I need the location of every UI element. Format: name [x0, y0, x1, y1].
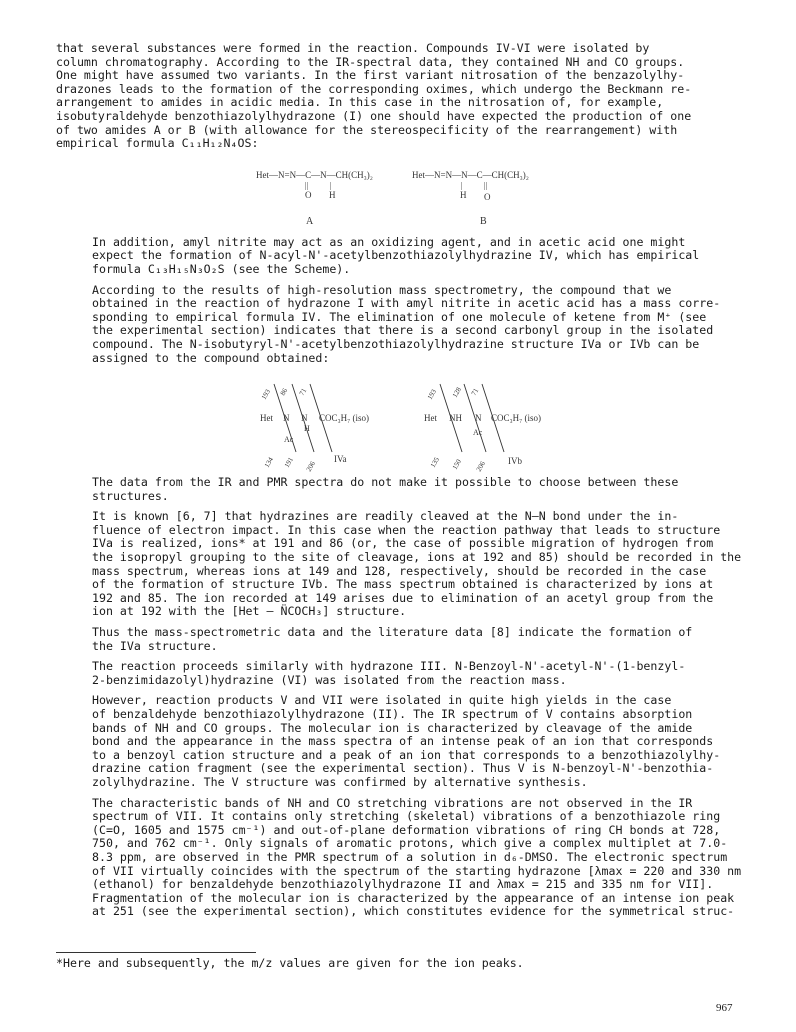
structure-ivb — [424, 384, 541, 473]
text-line: The reaction proceeds similarly with hydrazone III. N-Benzoyl-N'-acetyl-N'-(1-benzyl- — [92, 659, 686, 674]
structure-iva — [260, 384, 369, 473]
formula-a-label: A — [306, 215, 314, 227]
text-line: structures. — [92, 488, 169, 503]
text-line: bond and the appearance in the mass spectra of an intense peak of an ion that corresponds — [92, 734, 714, 749]
iva-ac: Ac — [284, 435, 294, 445]
text-line: Fragmentation of the molecular ion is characterized by the appearance of an intense ion peak — [92, 890, 735, 905]
text-line: of VII virtually coincides with the spectrum of the starting hydrazone [λmax = 220 and 330 nm — [92, 863, 742, 878]
footnote-divider — [56, 952, 256, 953]
formula-b-oxygen: O — [484, 191, 491, 202]
text-line: that several substances were formed in the reaction. Compounds IV-VI were isolated by — [56, 41, 650, 55]
formula-b-label: B — [480, 215, 487, 227]
page-number: 967 — [716, 1002, 733, 1014]
formula-b-main: Het—N=N—N—C—CH(CH₃)₂ — [412, 169, 529, 180]
iva-mz-top-1: 193 — [259, 388, 272, 402]
text-line: According to the results of high-resolution mass spectrometry, the compound that we — [92, 282, 672, 297]
formula-b-h-mark: | — [461, 180, 463, 190]
paragraph-4 — [56, 476, 740, 503]
ivb-label: IVb — [508, 456, 522, 467]
text-line: 2-benzimidazolyl)hydrazine (VI) was isolated from the reaction mass. — [92, 672, 567, 687]
text-line: of benzaldehyde benzothiazolylhydrazone (II). The IR spectrum of V contains absorption — [92, 707, 693, 721]
iva-mz-top-3: 71 — [297, 387, 309, 398]
text-line: drazones leads to the formation of the corresponding oximes, which undergo the Beckmann re- — [56, 81, 692, 96]
text-line: column chromatography. According to the IR-spectral data, they contained NH and CO groups. — [56, 54, 685, 69]
ivb-mz-bot-2: 150 — [450, 458, 463, 472]
ivb-mz-bot-1: 135 — [428, 456, 441, 470]
ivb-mz-top-2: 128 — [450, 386, 463, 400]
ivb-mz-top-1: 193 — [425, 388, 438, 402]
formula-a-main: Het—N=N—C—N—CH(CH₃)₂ — [256, 169, 373, 180]
text-line: The data from the IR and PMR spectra do not make it possible to choose between these — [92, 475, 679, 490]
formula-b-double-bond: || — [484, 180, 488, 190]
scheme-structures-iva-ivb — [56, 372, 740, 476]
ivb-n2: N — [475, 413, 482, 424]
paragraph-7 — [56, 660, 740, 687]
ivb-het: Het — [424, 413, 437, 424]
text-line: (ethanol) for benzaldehyde benzothiazolylhydrazone II and λmax = 215 and 335 nm for VII]. — [92, 877, 714, 892]
formula-b-hydrogen: H — [460, 189, 467, 200]
formula-a-h-mark: | — [330, 180, 332, 190]
paragraph-2 — [56, 236, 740, 277]
iva-mz-bot-3: 206 — [304, 460, 317, 474]
paragraph-8 — [56, 694, 740, 789]
text-line: 8.3 ppm, are observed in the PMR spectrum of a solution in d₆-DMSO. The electronic spectrum — [92, 849, 728, 864]
text-line: The characteristic bands of NH and CO stretching vibrations are not observed in the IR — [92, 795, 693, 810]
footnote: *Here and subsequently, the m/z values are given for the ion peaks. — [56, 956, 524, 970]
text-line: the IVa structure. — [92, 638, 218, 653]
text-line: compound. The N-isobutyryl-N'-acetylbenzothiazolylhydrazine structure IVa or IVb can be — [92, 336, 700, 351]
paragraph-9 — [56, 797, 740, 919]
text-line: It is known [6, 7] that hydrazines are readily cleaved at the N—N bond under the in- — [92, 509, 679, 524]
formula-a-hydrogen: H — [329, 189, 336, 200]
iva-group: COC₃H₇ (iso) — [319, 413, 370, 424]
text-line: arrangement to amides in acidic media. In this case in the nitrosation of, for example, — [56, 95, 664, 110]
iva-het: Het — [260, 413, 273, 424]
iva-h: H — [304, 424, 310, 434]
page-body — [56, 42, 740, 926]
paragraph-6 — [56, 626, 740, 653]
text-line: IVa is realized, ions* at 191 and 86 (or, the case of possible migration of hydrogen from — [92, 536, 714, 551]
text-line: However, reaction products V and VII were isolated in quite high yields in the case — [92, 693, 672, 708]
text-line: 192 and 85. The ion recorded at 149 arises due to elimination of an acetyl group from the — [92, 590, 714, 605]
text-line: bands of NH and CO groups. The molecular ion is characterized by cleavage of the amide — [92, 720, 693, 735]
text-line: sponding to empirical formula IV. The elimination of one molecule of ketene from M⁺ (see — [92, 309, 707, 324]
paragraph-1 — [56, 42, 740, 151]
ivb-mz-bot-3: 206 — [474, 460, 487, 474]
scheme-amides-a-b — [56, 158, 740, 236]
text-line: the isopropyl grouping to the site of cleavage, ions at 192 and 85) should be recorded in the — [92, 550, 742, 565]
text-line: drazine cation fragment (see the experimental section). Thus V is N-benzoyl-N'-benzothia- — [92, 761, 714, 776]
text-line: Thus the mass-spectrometric data and the literature data [8] indicate the formation of — [92, 625, 693, 640]
text-line: formula C₁₃H₁₅N₃O₂S (see the Scheme). — [92, 261, 351, 276]
text-line: assigned to the compound obtained: — [92, 350, 330, 365]
text-line: One might have assumed two variants. In the first variant nitrosation of the benzazolylhy- — [56, 68, 685, 83]
ivb-ac: Ac — [473, 428, 483, 438]
ivb-n1: NH — [449, 413, 462, 424]
text-line: fluence of electron impact. In this case when the reaction pathway that leads to structure — [92, 522, 721, 537]
iva-mz-top-2: 86 — [278, 387, 290, 398]
iva-n2: N — [301, 413, 308, 424]
text-line: In addition, amyl nitrite may act as an oxidizing agent, and in acetic acid one might — [92, 234, 686, 249]
iva-label: IVa — [334, 454, 347, 465]
iva-mz-bot-2: 191 — [282, 456, 295, 470]
text-line: the experimental section) indicates that there is a second carbonyl group in the isolated — [92, 323, 714, 338]
text-line: expect the formation of N-acyl-N'-acetylbenzothiazolylhydrazine IV, which has empirical — [92, 248, 700, 263]
text-line: of the formation of structure IVb. The mass spectrum obtained is characterized by ions at — [92, 577, 714, 592]
text-line: 750, and 762 cm⁻¹. Only signals of aromatic protons, which give a complex multiplet at 7.0- — [92, 836, 728, 851]
text-line: of two amides A or B (with allowance for the stereospecificity of the rearrangement) with — [56, 122, 678, 137]
ivb-mz-top-3: 71 — [469, 387, 481, 398]
text-line: empirical formula C₁₁H₁₂N₄OS: — [56, 136, 259, 151]
text-line: obtained in the reaction of hydrazone I with amyl nitrite in acetic acid has a mass corre- — [92, 296, 721, 311]
formula-a-oxygen: O — [305, 189, 312, 200]
text-line: to a benzoyl cation structure and a peak of an ion that corresponds to a benzothiazolylhy- — [92, 747, 721, 762]
text-line: (C=O, 1605 and 1575 cm⁻¹) and out-of-plane deformation vibrations of ring CH bonds at 728, — [92, 822, 721, 837]
text-line: at 251 (see the experimental section), which constitutes evidence for the symmetrical struc- — [92, 904, 735, 919]
ivb-group: COC₃H₇ (iso) — [491, 413, 542, 424]
formula-a-double-bond: || — [305, 180, 309, 190]
text-line: zolylhydrazine. The V structure was confirmed by alternative synthesis. — [92, 774, 588, 789]
paragraph-5 — [56, 510, 740, 619]
text-line: mass spectrum, whereas ions at 149 and 128, respectively, should be recorded in the case — [92, 563, 707, 578]
iva-mz-bot-1: 134 — [262, 456, 275, 470]
text-line: isobutyraldehyde benzothiazolylhydrazone (I) one should have expected the production of one — [56, 108, 692, 123]
iva-n1: N — [283, 413, 290, 424]
text-line: ion at 192 with the [Het — N̈COCH₃] structure. — [92, 604, 407, 619]
text-line: spectrum of VII. It contains only stretching (skeletal) vibrations of a benzothiazole ring — [92, 809, 721, 824]
paragraph-3 — [56, 284, 740, 366]
